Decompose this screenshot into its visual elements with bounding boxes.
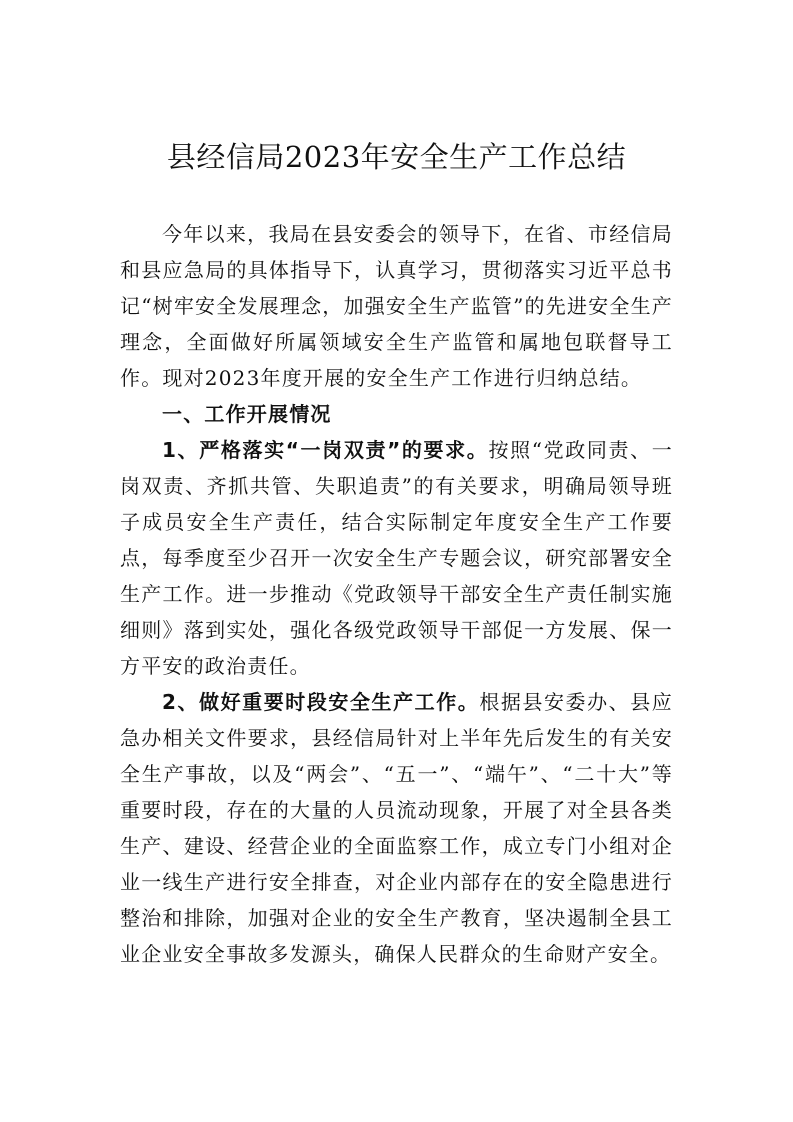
item-2-lead: 2、做好重要时段安全生产工作。 <box>162 690 480 714</box>
item-1-lead: 1、严格落实“一岗双责”的要求。 <box>162 438 489 462</box>
document-title: 县经信局2023年安全生产工作总结 <box>166 140 627 174</box>
document-body <box>120 216 673 972</box>
item-1-text: 按照“党政同责、一岗双责、齐抓共管、失职追责”的有关要求，明确局领导班子成员安全生产责任，结合实际制定年度安全生产工作要点，每季度至少召开一次安全生产专题会议，研究部署安全生产工作。进一步推动《党政领导干部安全生产责任制实施细则》落到实处，强化各级党政领导干部促一方发展、保一方平安的政治责任。 <box>120 438 673 678</box>
item-2-text: 根据县安委办、县应急办相关文件要求，县经信局针对上半年先后发生的有关安全生产事故，以及“两会”、“五一”、“端午”、“二十大”等重要时段，存在的大量的人员流动现象，开展了对全县各类生产、建设、经营企业的全面监察工作，成立专门小组对企业一线生产进行安全排查，对企业内部存在的安全隐患进行整治和排除，加强对企业的安全生产教育，坚决遏制全县工业企业安全事故多发源头，确保人民群众的生命财产安全。 <box>120 690 673 966</box>
item-1-paragraph <box>120 432 673 684</box>
section-heading: 一、工作开展情况 <box>162 402 332 426</box>
intro-paragraph: 今年以来，我局在县安委会的领导下，在省、市经信局和县应急局的具体指导下，认真学习，贯彻落实习近平总书记“树牢安全发展理念，加强安全生产监管”的先进安全生产理念，全面做好所属领域安全生产监管和属地包联督导工作。现对2023年度开展的安全生产工作进行归纳总结。 <box>120 222 673 390</box>
item-2-paragraph <box>120 684 673 972</box>
